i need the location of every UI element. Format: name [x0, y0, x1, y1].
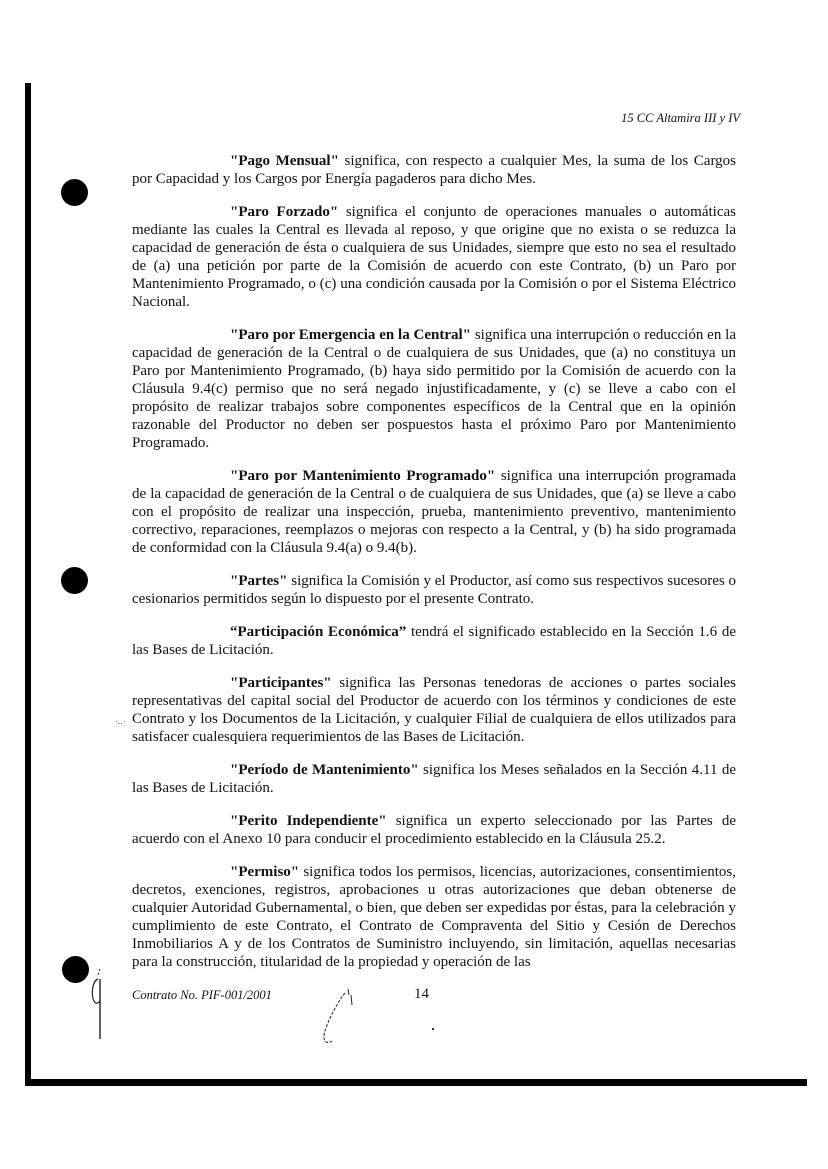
definition-term: "Paro por Emergencia en la Central" — [230, 327, 471, 343]
definition-term: "Paro Forzado" — [230, 204, 339, 220]
document-body — [132, 152, 736, 971]
definition-text: significa un experto seleccionado por las Partes de acuerdo con el Anexo 10 para conducir el procedimiento establecido en la Cláusula 25.2. — [132, 813, 737, 847]
definition-term: "Participantes" — [230, 675, 332, 691]
definition-paro-mantenimiento — [132, 467, 736, 557]
definition-text: significa una interrupción o reducción en la capacidad de generación de la Central o de cualquiera de sus Unidades, que (a) no constituya un Paro por Mantenimiento Programado, (b) haya sido permitido por la Comisión de acuerdo con la Cláusula 9.4(c) permiso que no será negado injustificadamente, y (c) se lleve a cabo con el propósito de realizar trabajos sobre componentes específicos de la Central que en la opinión razonable del Productor no deben ser pospuestos hasta el próximo Paro por Mantenimiento Programado. — [132, 327, 736, 451]
definition-term: “Participación Económica” — [230, 624, 407, 640]
definition-paro-emergencia — [132, 326, 736, 452]
scan-border-left — [25, 83, 31, 1086]
definition-text: significa los Meses señalados en la Sección 4.11 de las Bases de Licitación. — [132, 762, 736, 796]
definition-permiso — [132, 863, 736, 971]
footer-contract-number: Contrato No. PIF-001/2001 — [132, 988, 272, 1002]
definition-text: significa las Personas tenedoras de acciones o partes sociales representativas del capital social del Productor de acuerdo con los términos y condiciones de este Contrato y los Documentos de la Licitación, y cualquier Filial de cualquiera de ellos utilizados para satisfacer cualesquiera requerimientos de las Bases de Licitación. — [132, 675, 736, 745]
definition-term: "Permiso" — [230, 864, 300, 880]
definition-text: significa la Comisión y el Productor, así como sus respectivos sucesores o cesionarios permitidos según lo dispuesto por el presente Contrato. — [132, 573, 736, 607]
definition-periodo-mantenimiento — [132, 761, 736, 797]
definition-pago-mensual — [132, 152, 736, 188]
definition-participacion-economica — [132, 623, 736, 659]
definition-term: "Paro por Mantenimiento Programado" — [230, 468, 496, 484]
page-header — [0, 0, 828, 128]
definition-term: "Perito Independiente" — [230, 813, 387, 829]
definition-term: "Pago Mensual" — [230, 153, 339, 169]
definition-perito-independiente — [132, 812, 736, 848]
scan-dot — [432, 1028, 434, 1030]
definition-paro-forzado — [132, 203, 736, 311]
definition-participantes — [132, 674, 736, 746]
definition-partes — [132, 572, 736, 608]
bottom-margin — [0, 1009, 828, 1129]
handwritten-initial-center — [318, 985, 362, 1049]
scan-speck: ·‥· — [115, 717, 126, 726]
definition-term: "Partes" — [230, 573, 288, 589]
definition-term: "Período de Mantenimiento" — [230, 762, 419, 778]
definition-text: significa, con respecto a cualquier Mes, la suma de los Cargos por Capacidad y los Cargos por Energía pagaderos para dicho Mes. — [132, 153, 737, 187]
punch-hole-middle — [61, 567, 88, 594]
scan-border-bottom — [25, 1079, 807, 1086]
punch-hole-bottom — [62, 956, 89, 983]
definition-text: significa todos los permisos, licencias, autorizaciones, consentimientos, decretos, exenciones, registros, aprobaciones u otras autorizaciones que deban obtenerse de cualquier Autoridad Gubernamental, o bien, que deben ser expedidas por éstas, para la celebración y cumplimiento de este Contrato, el Contrato de Compraventa del Sitio y Cesión de Derechos Inmobiliarios A y de los Contratos de Suministro incluyendo, sin limitación, aquellas necesarias para la construcción, titularidad de la propiedad y operación de las — [132, 864, 736, 970]
punch-hole-top — [61, 179, 88, 206]
definition-text: tendrá el significado establecido en la Sección 1.6 de las Bases de Licitación. — [132, 624, 736, 658]
definition-text: significa una interrupción programada de la capacidad de generación de la Central o de cualquiera de sus Unidades, que (a) se lleve a cabo con el propósito de realizar una inspección, prueba, mantenimiento preventivo, mantenimiento correctivo, reparaciones, reemplazos o mejoras con respecto a la Central, y (b) ha sido programada de conformidad con la Cláusula 9.4(a) o 9.4(b). — [132, 468, 736, 556]
page-header-reference: 15 CC Altamira III y IV — [621, 111, 740, 125]
page-footer — [132, 985, 736, 1009]
footer-page-number: 14 — [414, 986, 429, 1002]
definition-text: significa el conjunto de operaciones manuales o automáticas mediante las cuales la Central es llevada al reposo, y que origine que no exista o se reduzca la capacidad de generación de ésta o cualquiera de sus Unidades, siempre que esto no sea el resultado de (a) una petición por parte de la Comisión de acuerdo con este Contrato, (b) un Paro por Mantenimiento Programado, o (c) una condición causada por la Comisión o por el Sistema Eléctrico Nacional. — [132, 204, 736, 310]
handwritten-initial-left — [86, 965, 110, 1045]
